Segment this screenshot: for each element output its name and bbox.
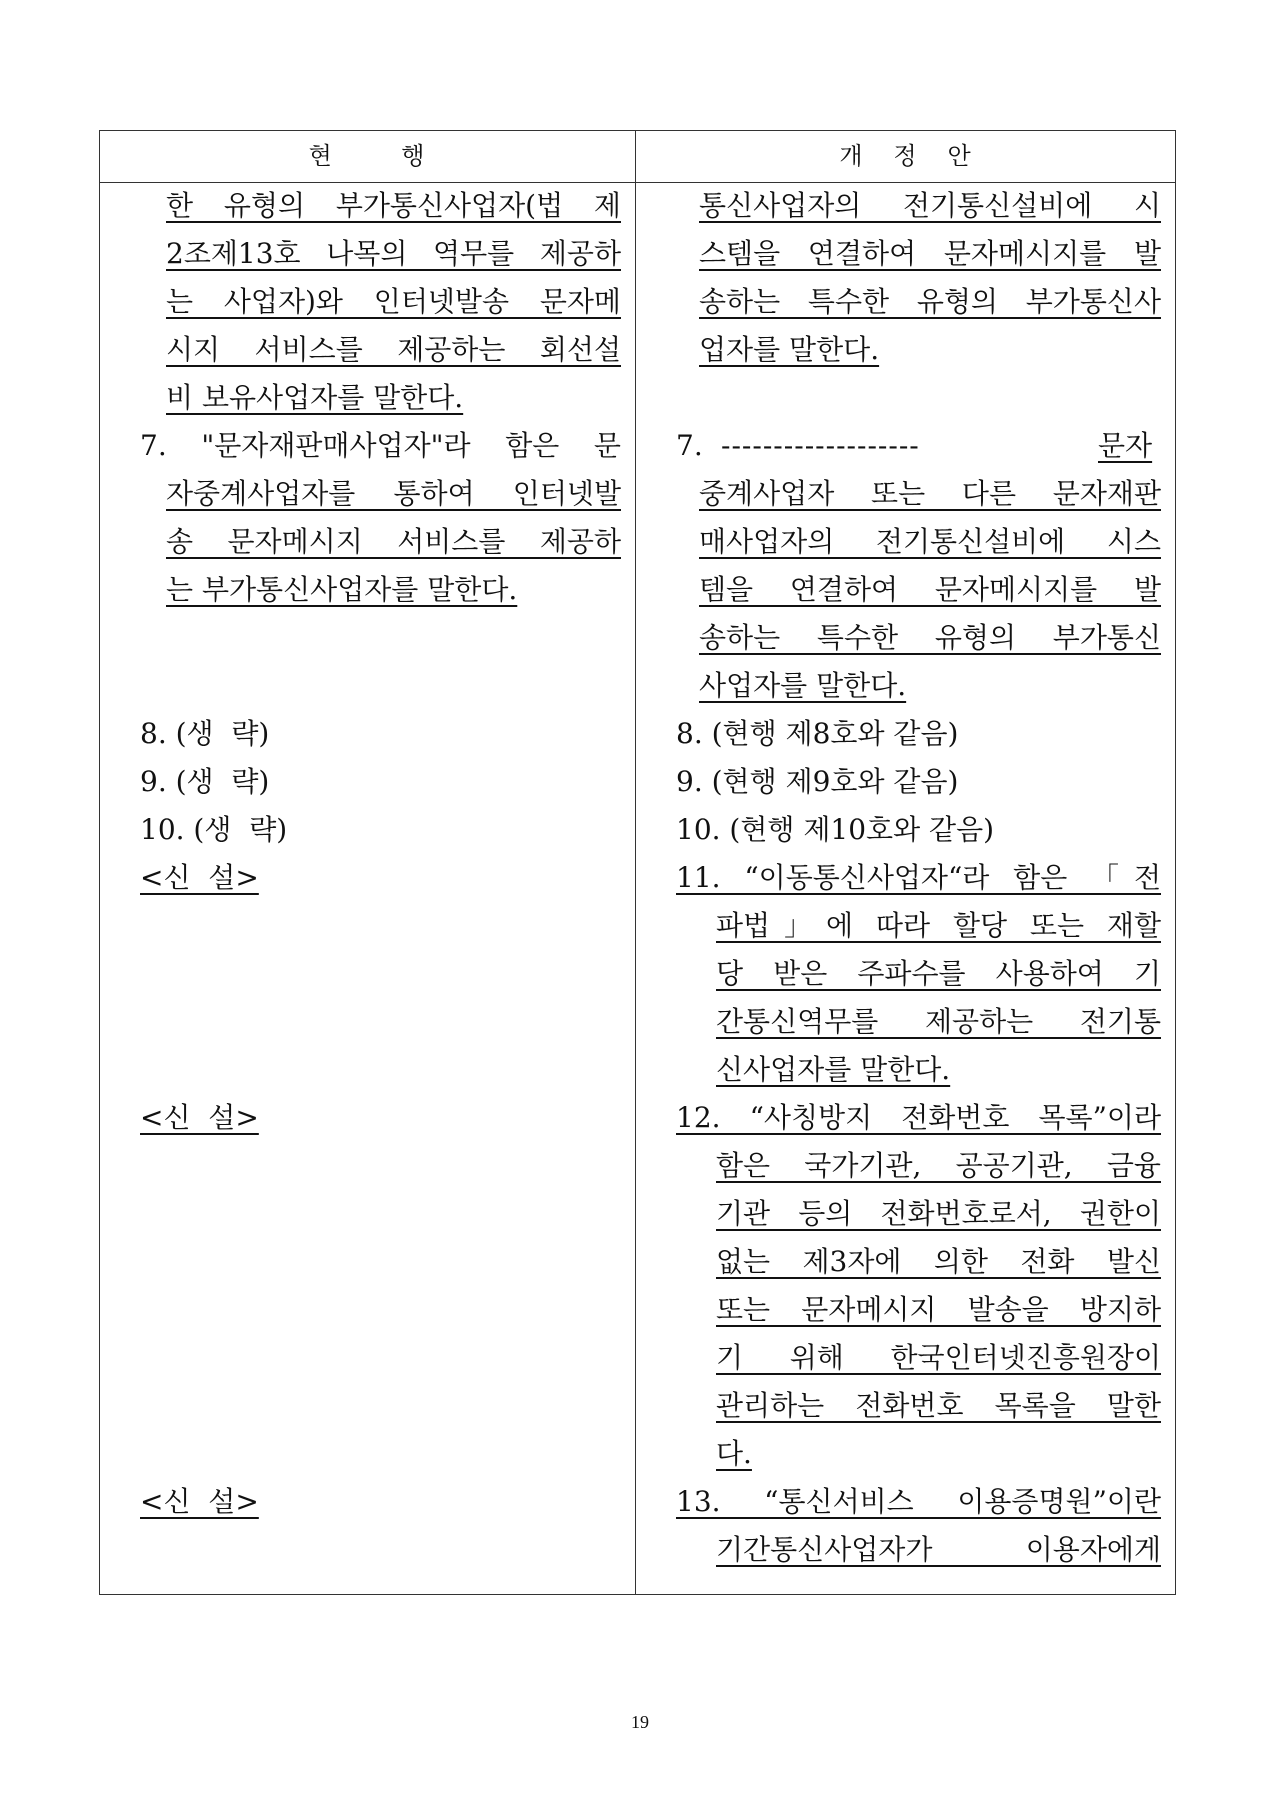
revised-line: 통신사업자의 전기통신설비에 시 bbox=[699, 189, 1161, 222]
header-current: 현 행 bbox=[308, 142, 427, 170]
current-item-10: 10. (생 략) bbox=[140, 813, 288, 846]
revised-line: 송하는 특수한 유형의 부가통신사 bbox=[699, 285, 1161, 318]
current-line: 는 부가통신사업자를 말한다. bbox=[166, 573, 518, 606]
column-divider bbox=[635, 131, 636, 1594]
current-item-8: 8. (생 략) bbox=[140, 717, 270, 750]
revised-line: 기관 등의 전화번호로서, 권한이 bbox=[716, 1197, 1161, 1230]
revised-line: 관리하는 전화번호 목록을 말한 bbox=[716, 1389, 1161, 1422]
revised-line: 신사업자를 말한다. bbox=[716, 1053, 951, 1086]
revised-line: 또는 문자메시지 발송을 방지하 bbox=[716, 1293, 1161, 1326]
revised-item-11: 11. “이동통신사업자“라 함은 「전 bbox=[676, 861, 1161, 894]
revised-line: 당 받은 주파수를 사용하여 기 bbox=[716, 957, 1161, 990]
revised-item-9: 9. (현행 제9호와 같음) bbox=[676, 765, 959, 798]
revised-line: 간통신역무를 제공하는 전기통 bbox=[716, 1005, 1161, 1038]
current-line: 비 보유사업자를 말한다. bbox=[166, 381, 464, 414]
revised-item-13: 13. “통신서비스 이용증명원”이란 bbox=[676, 1485, 1161, 1518]
revised-line: 매사업자의 전기통신설비에 시스 bbox=[699, 525, 1161, 558]
current-line: 는 사업자)와 인터넷발송 문자메 bbox=[166, 285, 621, 318]
revised-item-12: 12. “사칭방지 전화번호 목록”이라 bbox=[676, 1101, 1161, 1134]
revised-line: 함은 국가기관, 공공기관, 금융 bbox=[716, 1149, 1161, 1182]
revised-item-7-start: 문자 bbox=[1098, 429, 1153, 462]
current-line: 2조제13호 나목의 역무를 제공하 bbox=[166, 237, 621, 270]
current-line: 한 유형의 부가통신사업자(법 제 bbox=[166, 189, 621, 222]
revised-line: 기간통신사업자가 이용자에게 bbox=[716, 1533, 1161, 1566]
revised-line: 템을 연결하여 문자메시지를 발 bbox=[699, 573, 1161, 606]
current-item-7: 7. "문자재판매사업자"라 함은 문 bbox=[140, 429, 621, 462]
revised-line: 스템을 연결하여 문자메시지를 발 bbox=[699, 237, 1161, 270]
revised-line: 사업자를 말한다. bbox=[699, 669, 907, 702]
revised-item-10: 10. (현행 제10호와 같음) bbox=[676, 813, 995, 846]
revised-line: 파법」에 따라 할당 또는 재할 bbox=[716, 909, 1161, 942]
revised-line: 중계사업자 또는 다른 문자재판 bbox=[699, 477, 1161, 510]
revised-item-7-number: 7. bbox=[676, 429, 703, 462]
current-line: 자중계사업자를 통하여 인터넷발 bbox=[166, 477, 621, 510]
current-new-placeholder: <신 설> bbox=[140, 1101, 259, 1134]
revised-line: 기 위해 한국인터넷진흥원장이 bbox=[716, 1341, 1161, 1374]
comparison-table bbox=[99, 130, 1176, 1595]
revised-line: 송하는 특수한 유형의 부가통신 bbox=[699, 621, 1161, 654]
header-revised: 개 정 안 bbox=[839, 142, 973, 170]
revised-line: 업자를 말한다. bbox=[699, 333, 880, 366]
current-new-placeholder: <신 설> bbox=[140, 861, 259, 894]
current-line: 시지 서비스를 제공하는 회선설 bbox=[166, 333, 621, 366]
revised-line: 다. bbox=[716, 1437, 752, 1470]
page-number: 19 bbox=[631, 1712, 649, 1732]
revised-line: 없는 제3자에 의한 전화 발신 bbox=[716, 1245, 1161, 1278]
current-item-9: 9. (생 략) bbox=[140, 765, 270, 798]
current-line: 송 문자메시지 서비스를 제공하 bbox=[166, 525, 621, 558]
current-new-placeholder: <신 설> bbox=[140, 1485, 259, 1518]
revised-item-7-dashes: ------------------- bbox=[721, 429, 920, 462]
revised-item-8: 8. (현행 제8호와 같음) bbox=[676, 717, 959, 750]
